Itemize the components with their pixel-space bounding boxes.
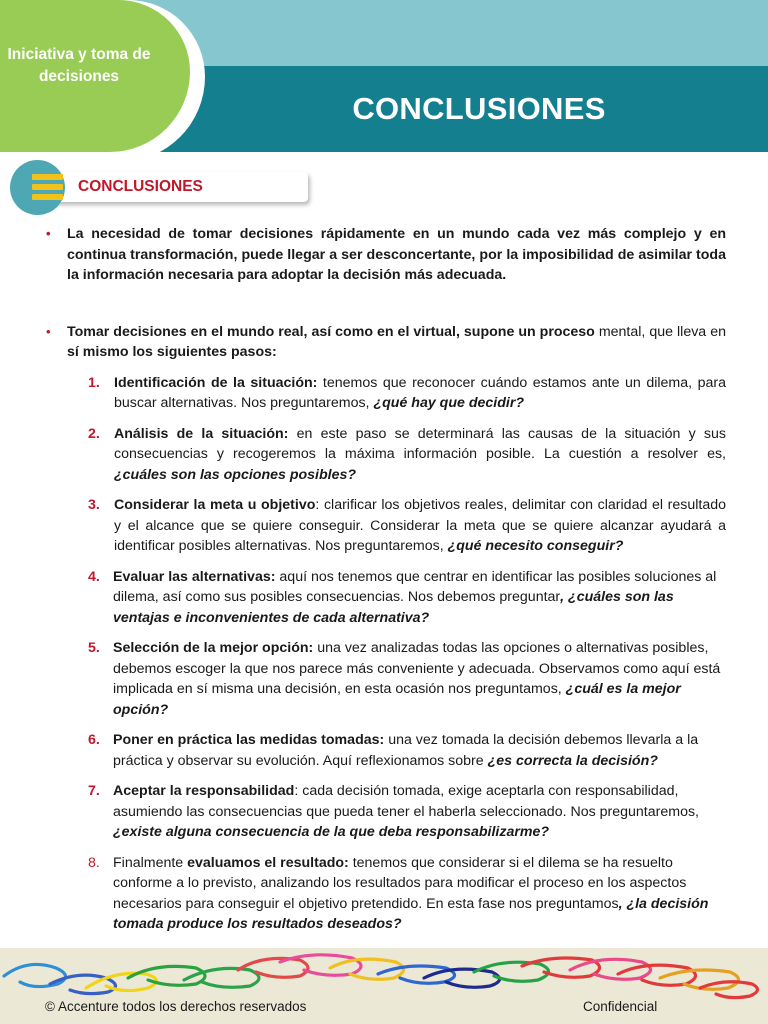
step-question: , ¿cuáles son las ventajas e inconvenientes de cada alternativa?: [113, 589, 674, 626]
step-number: 2.: [88, 425, 100, 442]
step-item: [88, 781, 726, 843]
step-item: [88, 567, 726, 629]
bullet-paragraph: • La necesidad de tomar decisiones rápidamente en un mundo cada vez más complejo y en continua transformación, puede llegar a ser desconcertante, por la imposibilidad de asimilar toda la información necesaria para adoptar la decisión más adecuada.: [46, 224, 726, 286]
step-number: 3.: [88, 497, 100, 513]
step-title: Aceptar la responsabilidad: [113, 783, 295, 799]
step-number: 4.: [88, 568, 100, 585]
step-number: 1.: [88, 374, 100, 391]
step-text: aquí nos tenemos que centrar en identificar las posibles soluciones al dilema, así como sus posibles consecuencias. Nos debemos preguntar: [113, 568, 717, 605]
step-title: evaluamos el resultado:: [187, 854, 349, 871]
bullet-bold-text: sí mismo los siguientes pasos:: [67, 344, 277, 360]
step-item: [88, 373, 726, 414]
module-label: Iniciativa y toma de decisiones: [7, 46, 151, 85]
step-title: Selección de la mejor opción:: [113, 640, 314, 656]
step-title: Poner en práctica las medidas tomadas:: [113, 732, 385, 748]
step-question: ¿es correcta la decisión?: [487, 752, 658, 769]
step-question: ¿qué hay que decidir?: [373, 395, 525, 411]
module-badge: [0, 0, 190, 152]
step-question: , ¿la decisión tomada produce los resultados deseados?: [113, 895, 709, 932]
paperclip-icon: [522, 958, 600, 977]
bullet-text: mental, que lleva en: [594, 323, 726, 340]
paperclip-icon: [238, 958, 308, 977]
step-number: 8.: [88, 854, 100, 871]
page-title: CONCLUSIONES: [352, 91, 606, 126]
bullet-paragraph: [46, 322, 726, 363]
steps-list: [46, 373, 726, 935]
footer-confidential: Confidencial: [583, 999, 658, 1014]
paperclip-icon: [378, 966, 455, 983]
step-text: tenemos que reconocer cuándo estamos ante un dilema, para buscar alternativas. Nos preguntaremos,: [114, 374, 726, 411]
step-title: Análisis de la situación:: [114, 425, 289, 442]
step-item: [88, 853, 726, 935]
step-item: [88, 424, 726, 486]
menu-list-icon-bar: [32, 194, 63, 200]
menu-list-icon-bar: [32, 174, 63, 180]
step-text: Finalmente: [113, 854, 188, 871]
content-body: [46, 224, 726, 945]
menu-list-icon-bar: [32, 184, 63, 190]
step-item: [88, 730, 726, 771]
paperclip-icon: [618, 965, 696, 985]
step-text: : cada decisión tomada, exige aceptarla con responsabilidad, asumiendo las consecuencias que pueda tener el haberla seleccionado. Nos preguntaremos,: [113, 783, 700, 820]
menu-list-icon: [10, 160, 65, 215]
step-number: 7.: [88, 783, 100, 799]
footer-copyright: © Accenture todos los derechos reservados: [45, 999, 307, 1014]
step-text: tenemos que considerar si el dilema se ha resuelto conforme a lo previsto, analizando los resultados para modificar el proceso en los aspectos necesarios para conseguir el objetivo pretendido. En esta fase nos preguntamos: [113, 854, 687, 912]
step-text: una vez tomada la decisión debemos llevarla a la práctica y observar su evolución. Aquí reflexionamos sobre: [113, 732, 699, 769]
step-title: Evaluar las alternativas:: [113, 568, 276, 585]
footer: [0, 948, 768, 1024]
paperclip-icon: [280, 955, 361, 976]
section-heading-label: CONCLUSIONES: [78, 178, 203, 195]
step-question: ¿cuál es la mejor opción?: [113, 681, 681, 718]
step-item: [88, 638, 726, 720]
section-heading: [44, 172, 308, 202]
step-question: ¿qué necesito conseguir?: [447, 538, 624, 554]
step-number: 5.: [88, 640, 100, 656]
step-text: en este paso se determinará las causas de la situación y sus consecuencias y recogeremos la máxima información posible. La cuestión a resolver es,: [114, 425, 726, 462]
step-question: ¿cuáles son las opciones posibles?: [114, 466, 357, 483]
step-number: 6.: [88, 732, 100, 748]
step-item: [88, 495, 726, 557]
bullet-bold-text: Tomar decisiones en el mundo real, así como en el virtual, supone un proceso: [67, 323, 595, 340]
step-title: Considerar la meta u objetivo: [114, 497, 316, 513]
step-question: ¿existe alguna consecuencia de la que deba responsabilizarme?: [113, 824, 550, 840]
paperclip-icon: [4, 964, 66, 986]
step-text: una vez analizadas todas las opciones o alternativas posibles, debemos escoger la que nos parece más conveniente y adecuada. Observamos como aquí está implicada en sí misma una decisión, en esta ocasión nos preguntamos,: [113, 640, 721, 697]
step-title: Identificación de la situación:: [114, 374, 318, 391]
step-text: : clarificar los objetivos reales, delimitar con claridad el resultado y el alcance que se quiere conseguir. Considerar la meta que se quiere alcanzar ayudará a identificar posibles alternativas. Nos preguntaremos,: [114, 497, 726, 554]
